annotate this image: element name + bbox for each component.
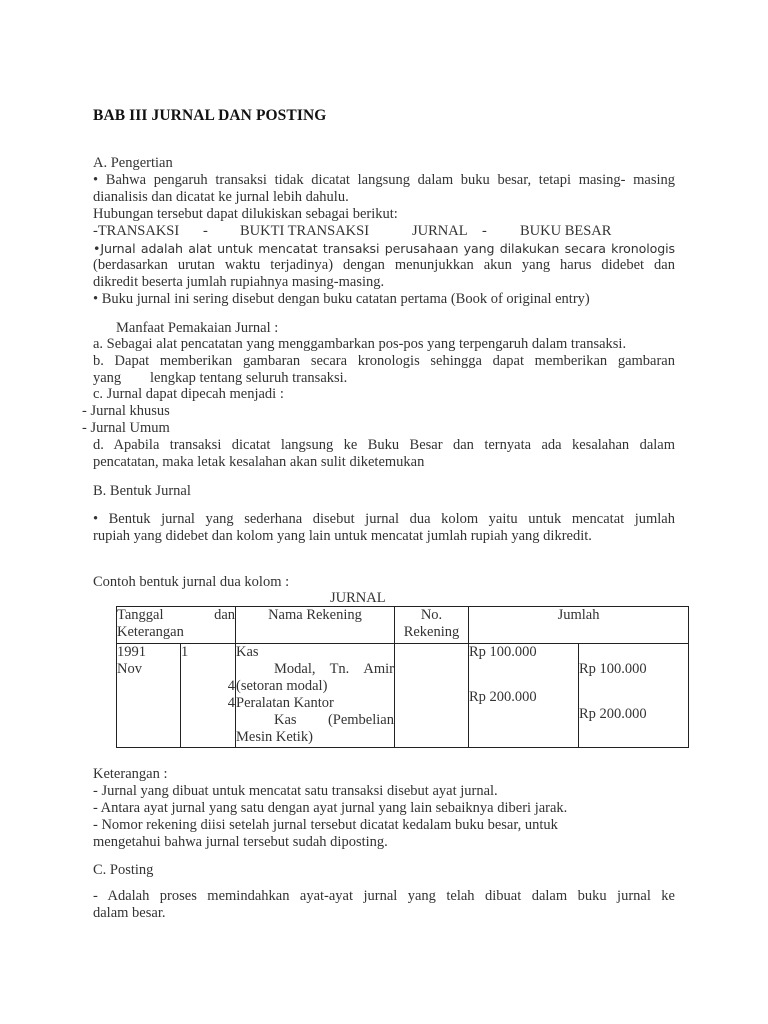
account-mesin: Mesin Ketik) xyxy=(236,729,313,745)
manfaat-item-b-line-2b: lengkap tentang seluruh transaksi. xyxy=(150,370,348,386)
cell-date xyxy=(117,644,181,748)
day-3: 4 xyxy=(227,695,235,711)
day-2: 4 xyxy=(227,678,235,694)
cell-no-rekening xyxy=(395,644,469,748)
account-kas-2 xyxy=(236,712,394,729)
date-year: 1991 xyxy=(117,644,146,660)
header-jumlah-text: Jumlah xyxy=(557,607,600,623)
keterangan-item-3-line-1: - Nomor rekening diisi setelah jurnal tersebut dicatat kedalam buku besar, untuk xyxy=(93,817,558,833)
posting-item-line-2: dalam besar. xyxy=(93,905,166,921)
pengertian-bullet-2-line-2: (berdasarkan urutan waktu terjadinya) dengan menunjukkan akun yang harus didebet dan xyxy=(93,257,675,273)
date-month: Nov xyxy=(117,661,142,677)
header-rekening: Rekening xyxy=(403,624,460,640)
flow-buku-besar: BUKU BESAR xyxy=(520,223,612,239)
keterangan-heading: Keterangan : xyxy=(93,766,168,782)
account-kas-2-a: Kas xyxy=(274,712,297,728)
bentuk-jurnal-line-1: • Bentuk jurnal yang sederhana disebut jurnal dua kolom yaitu untuk mencatat jumlah xyxy=(93,511,675,527)
pengertian-bullet-2-line-1: •Jurnal adalah alat untuk mencatat transaksi perusahaan yang dilakukan secara kronologis xyxy=(93,241,675,256)
account-modal xyxy=(236,661,394,678)
credit-2: Rp 200.000 xyxy=(579,706,647,722)
cell-credit xyxy=(579,644,689,748)
account-kas-2-b: (Pembelian xyxy=(327,712,394,728)
relation-text: Hubungan tersebut dapat dilukiskan sebagai berikut: xyxy=(93,206,398,222)
posting-item-line-1: - Adalah proses memindahkan ayat-ayat jurnal yang telah dibuat dalam buku jurnal ke xyxy=(93,888,675,904)
debit-2: Rp 200.000 xyxy=(469,689,537,705)
keterangan-item-3-line-2: mengetahui bahwa jurnal tersebut sudah diposting. xyxy=(93,834,388,850)
section-a-heading: A. Pengertian xyxy=(93,155,173,171)
journal-body-row xyxy=(117,644,689,748)
flow-jurnal: JURNAL xyxy=(412,223,468,239)
header-no: No. xyxy=(420,607,443,623)
manfaat-item-b-line-1: b. Dapat memberikan gambaran secara kronologis sehingga dapat memberikan gambaran xyxy=(93,353,675,369)
cell-day xyxy=(181,644,236,748)
account-modal-b: Tn. xyxy=(329,661,350,677)
header-tanggal: Tanggal xyxy=(117,607,164,623)
account-kas: Kas xyxy=(236,644,259,660)
header-nama-rekening-text: Nama Rekening xyxy=(268,607,362,623)
journal-header-row xyxy=(117,607,689,644)
credit-1: Rp 100.000 xyxy=(579,661,647,677)
header-nama-rekening xyxy=(236,607,395,644)
account-modal-c: Amir xyxy=(363,661,394,677)
pengertian-bullet-1-line-1: • Bahwa pengaruh transaksi tidak dicatat langsung dalam buku besar, tetapi masing- masing xyxy=(93,172,675,188)
header-dan: dan xyxy=(214,607,235,623)
day-1: 1 xyxy=(181,644,189,660)
bentuk-jurnal-line-2: rupiah yang didebet dan kolom yang lain untuk mencatat jumlah rupiah yang dikredit. xyxy=(93,528,592,544)
header-tanggal-keterangan xyxy=(117,607,236,644)
document-title: BAB III JURNAL DAN POSTING xyxy=(93,107,327,124)
debit-1: Rp 100.000 xyxy=(469,644,537,660)
cell-debit xyxy=(469,644,579,748)
section-c-heading: C. Posting xyxy=(93,862,154,878)
account-peralatan: Peralatan Kantor xyxy=(236,695,334,711)
flow-dash-2: - xyxy=(482,223,487,239)
journal-table xyxy=(116,606,689,748)
example-label: Contoh bentuk jurnal dua kolom : xyxy=(93,574,290,590)
manfaat-item-d-line-2: pencatatan, maka letak kesalahan akan sulit diketemukan xyxy=(93,454,425,470)
jurnal-khusus-item: - Jurnal khusus xyxy=(82,403,170,419)
pengertian-bullet-3: • Buku jurnal ini sering disebut dengan buku catatan pertama (Book of original entry) xyxy=(93,291,590,307)
keterangan-item-2: - Antara ayat jurnal yang satu dengan ayat jurnal yang lain sebaiknya diberi jarak. xyxy=(93,800,568,816)
section-b-heading: B. Bentuk Jurnal xyxy=(93,483,191,499)
header-no-rekening xyxy=(395,607,469,644)
pengertian-bullet-1-line-2: dianalisis dan dicatat ke jurnal lebih dahulu. xyxy=(93,189,349,205)
flow-bukti-transaksi: BUKTI TRANSAKSI xyxy=(240,223,370,239)
account-setoran: (setoran modal) xyxy=(236,678,328,694)
manfaat-heading: Manfaat Pemakaian Jurnal : xyxy=(116,320,279,336)
flow-dash-1: - xyxy=(203,223,208,239)
flow-transaksi: -TRANSAKSI xyxy=(93,223,180,239)
manfaat-item-b-line-2a: yang xyxy=(93,370,122,386)
header-keterangan: Keterangan xyxy=(117,624,184,640)
manfaat-item-a: a. Sebagai alat pencatatan yang menggambarkan pos-pos yang terpengaruh dalam transaksi. xyxy=(93,336,627,352)
manfaat-item-c: c. Jurnal dapat dipecah menjadi : xyxy=(93,386,284,402)
account-modal-a: Modal, xyxy=(274,661,316,677)
jurnal-umum-item: - Jurnal Umum xyxy=(82,420,170,436)
journal-caption: JURNAL xyxy=(330,590,386,606)
keterangan-item-1: - Jurnal yang dibuat untuk mencatat satu transaksi disebut ayat jurnal. xyxy=(93,783,498,799)
manfaat-item-d-line-1: d. Apabila transaksi dicatat langsung ke Buku Besar dan ternyata ada kesalahan dalam xyxy=(93,437,675,453)
pengertian-bullet-2-line-3: dikredit beserta jumlah rupiahnya masing-masing. xyxy=(93,274,385,290)
header-jumlah xyxy=(469,607,689,644)
cell-accounts xyxy=(236,644,395,748)
